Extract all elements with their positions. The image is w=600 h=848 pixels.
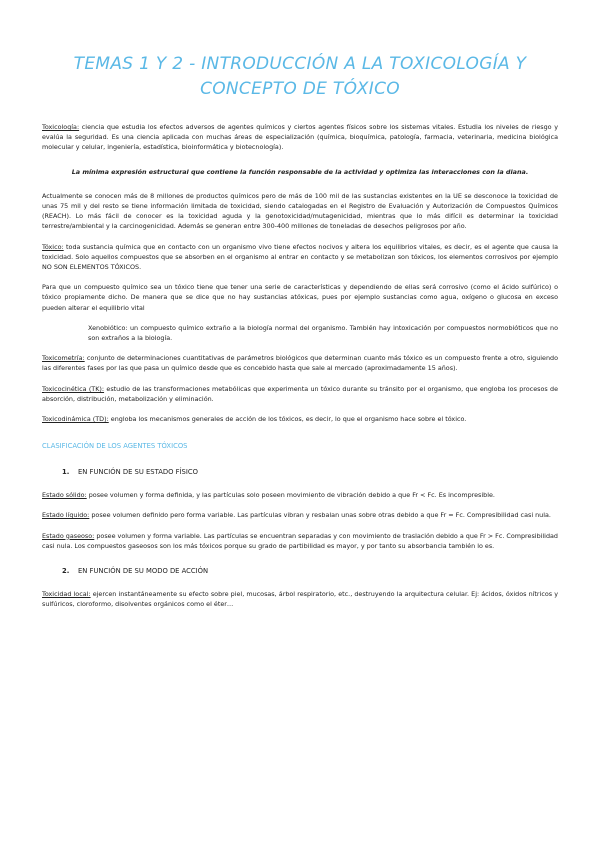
paragraph-solido xyxy=(42,490,558,500)
subsection-heading-1 xyxy=(62,468,558,476)
term-toxicodinamica: Toxicodinámica (TD): xyxy=(42,415,109,424)
paragraph-xenobiotico: Xenobiótico: un compuesto químico extraño a la biología normal del organismo. También hay intoxicación por compuestos normobióticos que no son extraños a la biología. xyxy=(88,323,558,343)
subsection-number-1: 1. xyxy=(62,468,70,477)
paragraph-liquido xyxy=(42,510,558,520)
paragraph-toxicometria xyxy=(42,353,558,373)
paragraph-toxicodinamica xyxy=(42,414,558,424)
text-liquido: posee volumen definido pero forma variable. Las partículas vibran y resbalan unas sobre otras debido a que Fr = Fc. Compresibilidad casi nula. xyxy=(89,511,551,520)
term-toxicocinetica: Toxicocinética (TK): xyxy=(42,384,105,393)
text-toxicodinamica: engloba los mecanismos generales de acción de los tóxicos, es decir, lo que el organismo hace sobre el tóxico. xyxy=(108,415,467,424)
term-gaseoso: Estado gaseoso: xyxy=(42,531,95,540)
paragraph-toxico xyxy=(42,242,558,273)
paragraph-toxicologia xyxy=(42,122,558,153)
text-toxicocinetica: estudio de las transformaciones metabólicas que experimenta un tóxico durante su tránsito por el organismo, que engloba los procesos de absorción, distribución, metabolización y eliminación. xyxy=(42,384,558,403)
paragraph-local xyxy=(42,589,558,609)
term-local: Toxicidad local: xyxy=(42,590,91,599)
paragraph-actualmente: Actualmente se conocen más de 8 millones de productos químicos pero de más de 100 mil de las sustancias existentes en la UE se desconoce la toxicidad de unas 75 mil y del resto se tiene información limitada de toxicidad, siendo catalogadas en el Registro de Evaluación y Autorización de Compuestos Químicos (REACH). Lo más fácil de conocer es la toxicidad aguda y la genotoxicidad/mutagenicidad, mientras que lo más difícil es determinar la toxicidad terrestre/ambiental y la carcinogenicidad. Además se generan entre 300-400 millones de toneladas de desechos peligrosos por año. xyxy=(42,191,558,231)
text-toxicometria: conjunto de determinaciones cuantitativas de parámetros biológicos que determinan cuanto más tóxico es un compuesto frente a otro, siguiendo las diferentes fases por las que pasa un químico desde que es concebido hasta que sale al mercado (aproximadamente 15 años). xyxy=(42,354,558,373)
section-heading: CLASIFICACIÓN DE LOS AGENTES TÓXICOS xyxy=(42,442,188,451)
text-local: ejercen instantáneamente su efecto sobre piel, mucosas, árbol respiratorio, etc., destruyendo la arquitectura celular. Ej: ácidos, óxidos nítricos y sulfúricos, cloroformo, disolventes orgánicos como el éter… xyxy=(42,590,558,609)
text-toxicologia: ciencia que estudia los efectos adversos de agentes químicos y ciertos agentes físicos sobre los sistemas vitales. Estudia los niveles de riesgo y evalúa la seguridad. Es una ciencia aplicada con muchas áreas de especialización (química, bioquímica, patología, farmacia, veterinaria, medicina biológica molecular y celular, ingeniería, estadística, bioinformática y biotecnología). xyxy=(42,123,558,152)
term-toxicologia: Toxicología: xyxy=(42,123,80,131)
page-title: TEMAS 1 Y 2 - INTRODUCCIÓN A LA TOXICOLOGÍA Y CONCEPTO DE TÓXICO xyxy=(73,54,527,99)
paragraph-minima: La mínima expresión estructural que contiene la función responsable de la actividad y optimiza las interacciones con la diana. xyxy=(71,167,529,176)
paragraph-toxicocinetica xyxy=(42,384,558,404)
text-toxico: toda sustancia química que en contacto con un organismo vivo tiene efectos nocivos y altera los equilibrios vitales, es decir, es el agente que causa la toxicidad. Solo aquellos compuestos que se absorben en el organismo al entrar en contacto y se metabolizan son tóxicos, los elementos corrosivos por ejemplo NO SON ELEMENTOS TÓXICOS. xyxy=(42,242,558,272)
subsection-heading-2 xyxy=(62,567,558,575)
text-gaseoso: posee volumen y forma variable. Las partículas se encuentran separadas y con movimiento de traslación debido a que Fr > Fc. Compresibilidad casi nula. Los compuestos gaseosos son los más tóxicos porque su grado de partibilidad es mayor, y por tanto su absorbancia también lo es. xyxy=(42,531,558,550)
term-toxicometria: Toxicometría: xyxy=(42,354,85,363)
term-liquido: Estado líquido: xyxy=(42,511,90,520)
term-toxico: Tóxico: xyxy=(42,242,64,251)
subsection-label-2: EN FUNCIÓN DE SU MODO DE ACCIÓN xyxy=(78,567,209,576)
paragraph-gaseoso xyxy=(42,531,558,551)
subsection-label-1: EN FUNCIÓN DE SU ESTADO FÍSICO xyxy=(78,468,198,477)
subsection-number-2: 2. xyxy=(62,567,70,576)
text-solido: posee volumen y forma definida, y las partículas solo poseen movimiento de vibración debido a que Fr < Fc. Es incompresible. xyxy=(86,491,495,500)
paragraph-para-que: Para que un compuesto químico sea un tóxico tiene que tener una serie de características y dependiendo de ellas será corrosivo (como el ácido sulfúrico) o tóxico propiamente dicho. De manera que se dice que no hay sustancias atóxicas, pues por ejemplo sustancias como agua, oxígeno o glucosa en exceso pueden alterar el equilibrio vital xyxy=(42,283,558,312)
term-solido: Estado sólido: xyxy=(42,491,87,500)
